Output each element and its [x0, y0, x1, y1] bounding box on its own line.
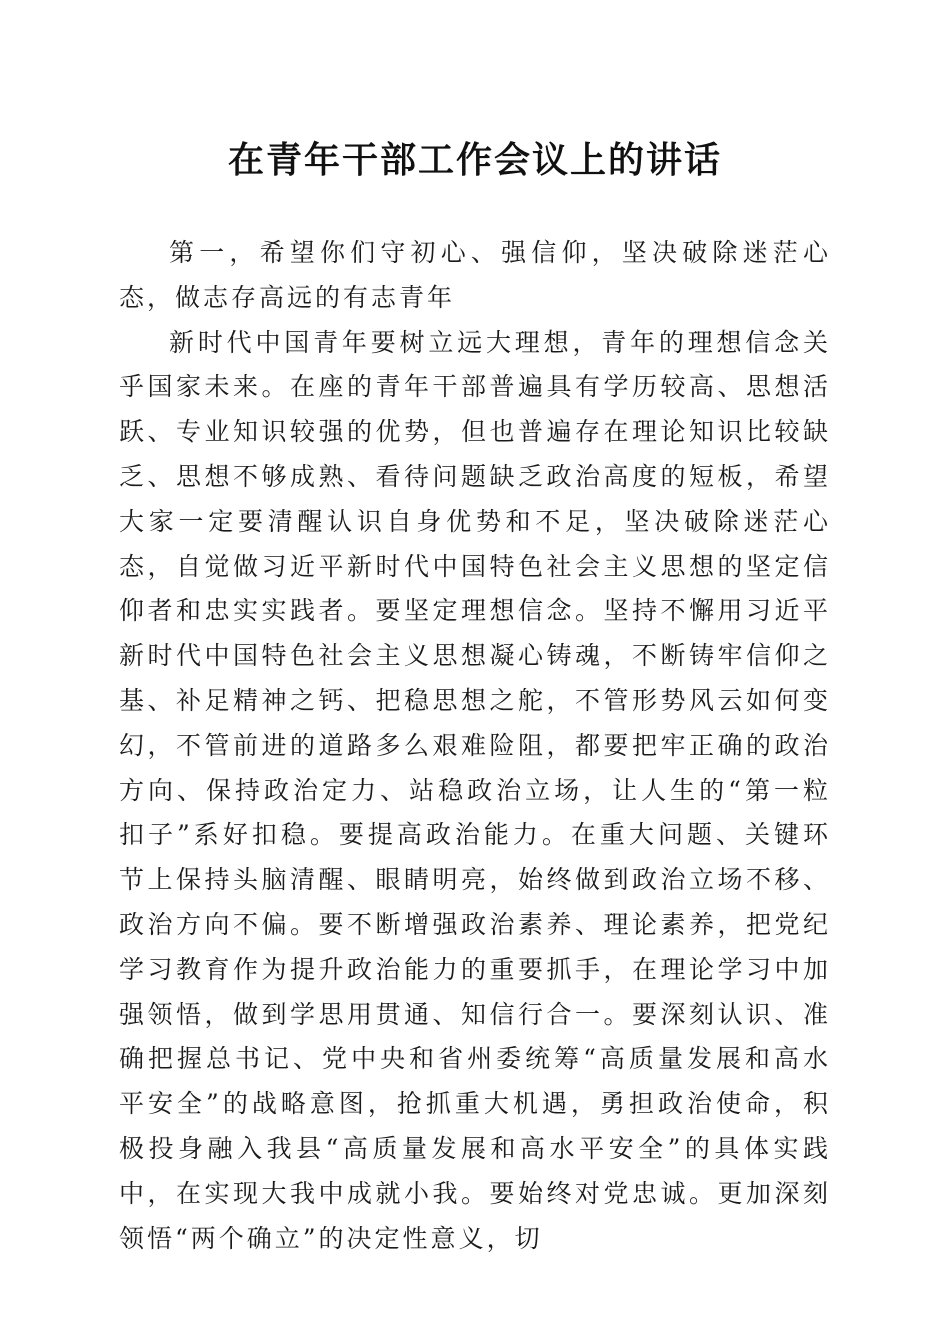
body-paragraph: 新时代中国青年要树立远大理想，青年的理想信念关乎国家未来。在座的青年干部普遍具有学历较高、思想活跃、专业知识较强的优势，但也普遍存在理论知识比较缺乏、思想不够成熟、看待问题缺乏政治高度的短板，希望大家一定要清醒认识自身优势和不足，坚决破除迷茫心态，自觉做习近平新时代中国特色社会主义思想的坚定信仰者和忠实实践者。要坚定理想信念。坚持不懈用习近平新时代中国特色社会主义思想凝心铸魂，不断铸牢信仰之基、补足精神之钙、把稳思想之舵，不管形势风云如何变幻，不管前进的道路多么艰难险阻，都要把牢正确的政治方向、保持政治定力、站稳政治立场，让人生的“第一粒扣子”系好扣稳。要提高政治能力。在重大问题、关键环节上保持头脑清醒、眼睛明亮，始终做到政治立场不移、政治方向不偏。要不断增强政治素养、理论素养，把党纪学习教育作为提升政治能力的重要抓手，在理论学习中加强领悟，做到学思用贯通、知信行合一。要深刻认识、准确把握总书记、党中央和省州委统筹“高质量发展和高水平安全”的战略意图，抢抓重大机遇，勇担政治使命，积极投身融入我县“高质量发展和高水平安全”的具体实践中，在实现大我中成就小我。要始终对党忠诚。更加深刻领悟“两个确立”的决定性意义，切	[119, 327, 831, 1253]
document-body	[119, 231, 831, 1261]
section-heading: 第一，希望你们守初心、强信仰，坚决破除迷茫心态，做志存高远的有志青年	[119, 238, 831, 312]
document-title: 在青年干部工作会议上的讲话	[227, 139, 722, 181]
